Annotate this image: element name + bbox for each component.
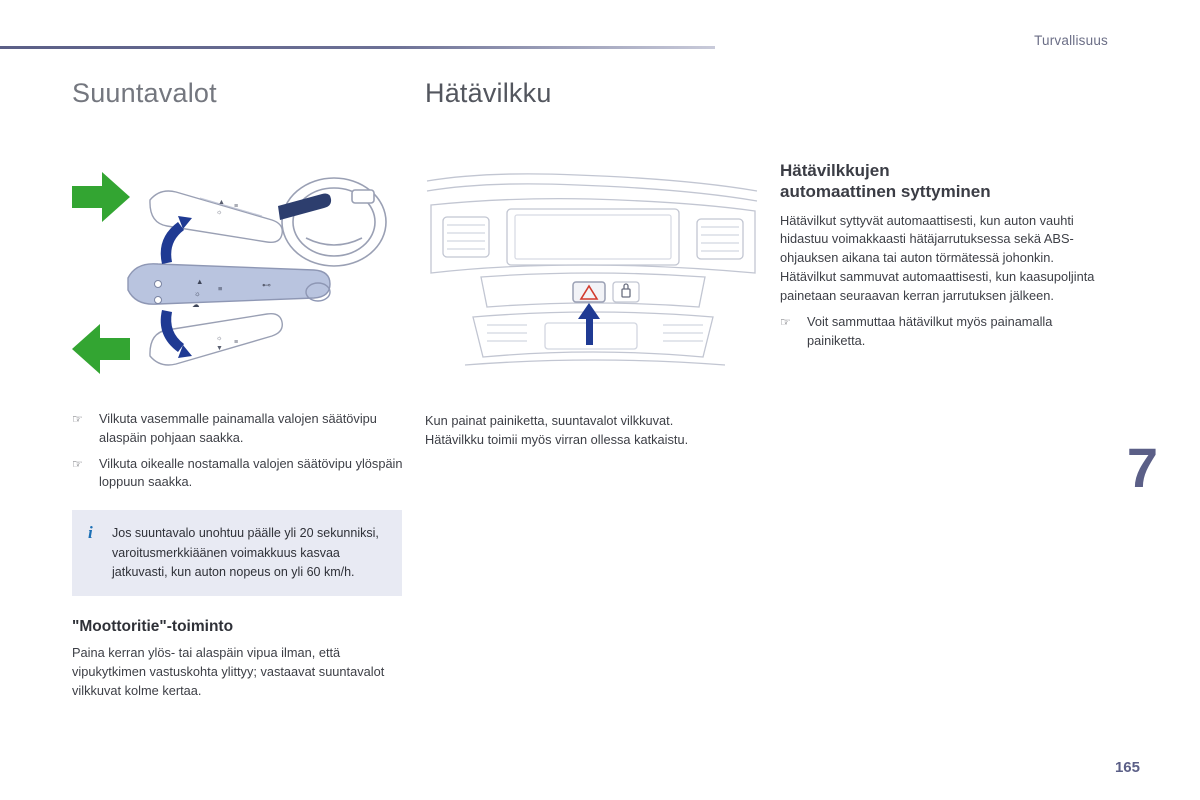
chapter-number: 7 (1126, 436, 1158, 499)
svg-text:☼: ☼ (194, 289, 201, 298)
list-item (72, 410, 408, 448)
right-paragraph-2: Hätävilkut sammuvat automaattisesti, kun kaasupoljinta painetaan seuraavan kerran jarrutuksen jälkeen. (780, 268, 1095, 303)
mid-caption-line1: Kun painat painiketta, suuntavalot vilkkuvat. (425, 413, 674, 428)
header-rule (0, 46, 715, 49)
bullet-text: Voit sammuttaa hätävilkut myös painamalla painiketta. (807, 314, 1053, 349)
right-paragraph-1: Hätävilkut syttyvät automaattisesti, kun auton vauhti hidastuu voimakkaasti hätäjarrutuksessa sekä ABS-ohjauksen aikana tai auton törmätessä johonkin. (780, 212, 1074, 266)
right-subtitle (780, 160, 1110, 203)
svg-text:☁: ☁ (192, 300, 200, 309)
green-arrow-up-icon (72, 172, 130, 222)
right-bullets (780, 313, 1110, 351)
svg-text:☼: ☼ (216, 209, 223, 216)
svg-text:▲: ▲ (218, 199, 225, 206)
list-item (72, 455, 408, 493)
right-subtitle-line1: Hätävilkkujen (780, 161, 890, 180)
info-icon: i (88, 523, 93, 543)
page-number: 165 (1114, 759, 1140, 776)
header-section-label: Turvallisuus (1034, 33, 1108, 48)
hand-pointer-icon: ☞ (780, 315, 791, 330)
svg-text:▼: ▼ (216, 345, 223, 352)
svg-text:☼: ☼ (216, 335, 223, 342)
svg-text:▲: ▲ (196, 277, 204, 286)
left-text-block (72, 410, 408, 701)
turn-signal-stalk-figure (66, 160, 406, 400)
hand-pointer-icon: ☞ (72, 412, 83, 426)
mid-caption-line2: Hätävilkku toimii myös virran ollessa katkaistu. (425, 431, 689, 447)
svg-text:⊷: ⊷ (262, 280, 271, 290)
mid-caption (425, 412, 757, 449)
green-arrow-down-icon (72, 324, 130, 374)
left-title: Suuntavalot (72, 78, 217, 108)
mid-title: Hätävilkku (425, 78, 552, 108)
list-item (780, 313, 1110, 351)
motorway-function-block (72, 618, 408, 700)
steering-wheel (282, 178, 386, 266)
right-column (780, 160, 1110, 358)
motorway-function-text: Paina kerran ylös- tai alaspäin vipua ilman, että vipukytkimen vastuskohta ylittyy; vastaavat suuntavalot vilkkuvat kolme kertaa. (72, 645, 385, 698)
svg-text:≡: ≡ (234, 339, 239, 346)
bullet-text: Vilkuta vasemmalle painamalla valojen säätövipu alaspäin pohjaan saakka. (99, 411, 377, 445)
info-box (72, 510, 402, 596)
info-box-text: Jos suuntavalo unohtuu päälle yli 20 sekunniksi, varoitusmerkkiäänen voimakkuus kasvaa jatkuvasti, kun auton nopeus on yli 60 km/h. (112, 526, 379, 579)
motorway-function-title: "Moottoritie"-toiminto (72, 618, 234, 636)
mid-column (425, 78, 760, 109)
callout-arrow-icon (578, 303, 600, 345)
left-column (72, 78, 402, 109)
turn-signal-bullets (72, 410, 408, 492)
hand-pointer-icon: ☞ (72, 456, 83, 471)
bullet-text: Vilkuta oikealle nostamalla valojen säätövipu ylöspäin loppuun saakka. (99, 455, 403, 490)
svg-text:≡: ≡ (234, 203, 239, 210)
dashboard-hazard-figure (425, 165, 760, 400)
svg-text:≡: ≡ (218, 284, 223, 293)
stalk-neutral-position (128, 264, 330, 309)
right-subtitle-line2: automaattinen syttyminen (780, 182, 991, 202)
